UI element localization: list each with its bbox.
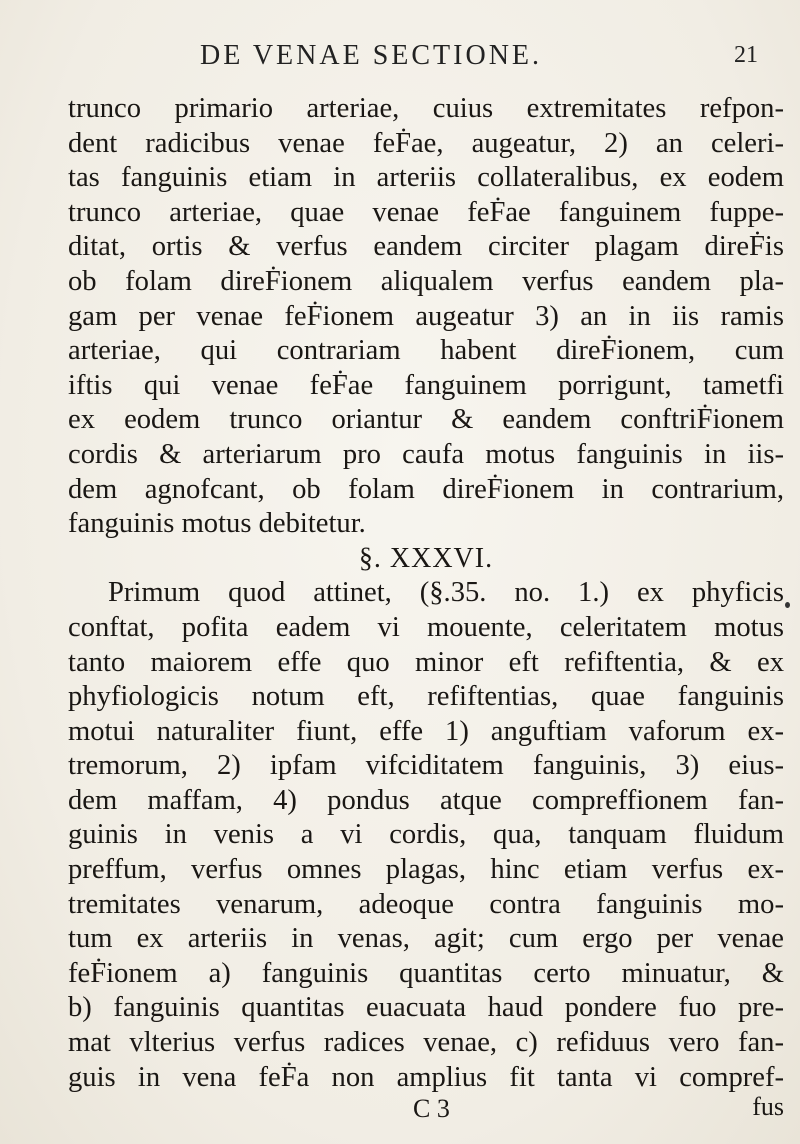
text-line-content: feḞionem a) fanguinis quantitas certo minuatur, & <box>68 957 784 989</box>
text-line-content: dem maffam, 4) pondus atque compreffionem fan- <box>68 784 784 816</box>
text-line-content: dent radicibus venae feḞae, augeatur, 2) an celeri- <box>68 127 784 159</box>
text-line <box>68 888 784 923</box>
text-line <box>68 784 784 819</box>
running-title: DE VENAE SECTIONE. <box>200 40 543 71</box>
text-line <box>68 92 784 127</box>
catchword: fus <box>752 1092 784 1121</box>
text-line <box>68 611 784 646</box>
text-line-content: tanto maiorem effe quo minor eft refiftentia, & ex <box>68 646 784 678</box>
text-line-content: tremorum, 2) ipfam vifciditatem fanguinis, 3) eius- <box>68 750 784 782</box>
text-line-content: gam per venae feḞionem augeatur 3) an in iis ramis <box>68 300 784 332</box>
text-line <box>68 957 784 992</box>
text-line-content: motui naturaliter fiunt, effe 1) anguftiam vaforum ex- <box>68 715 784 747</box>
text-line <box>68 991 784 1026</box>
text-line-content: trunco primario arteriae, cuius extremitates refpon- <box>68 93 784 124</box>
text-line <box>68 646 784 681</box>
text-line <box>68 680 784 715</box>
text-line-content: fanguinis motus debitetur. <box>68 508 366 540</box>
text-line <box>68 853 784 888</box>
text-line-content: ditat, ortis & verfus eandem circiter plagam direḞis <box>68 231 784 263</box>
text-line <box>68 576 784 611</box>
signature-mark: C 3 <box>413 1094 450 1123</box>
text-line-content: dem agnofcant, ob folam direḞionem in contrarium, <box>68 473 784 505</box>
text-line <box>68 473 784 508</box>
text-line <box>68 749 784 784</box>
text-line <box>68 1061 784 1096</box>
text-line-content: ex eodem trunco oriantur & eandem conftriḞionem <box>68 404 784 436</box>
text-line <box>68 507 784 542</box>
text-line-content: tas fanguinis etiam in arteriis collateralibus, ex eodem <box>68 162 784 194</box>
text-line-content: mat vlterius verfus radices venae, c) refiduus vero fan- <box>68 1027 784 1059</box>
running-head <box>200 40 770 80</box>
text-line <box>68 715 784 750</box>
text-block <box>68 92 784 1095</box>
text-line-content: tremitates venarum, adeoque contra fanguinis mo- <box>68 888 784 920</box>
text-line-content: b) fanguinis quantitas euacuata haud pondere fuo pre- <box>68 992 784 1024</box>
text-line-content: preffum, verfus omnes plagas, hinc etiam verfus ex- <box>68 854 784 886</box>
text-line-content: ob folam direḞionem aliqualem verfus eandem pla- <box>68 265 784 297</box>
paragraph-1 <box>68 92 784 542</box>
text-line-content: Primum quod attinet, (§.35. no. 1.) ex phyficis <box>108 577 784 609</box>
text-line-content: tum ex arteriis in venas, agit; cum ergo per venae <box>68 923 784 955</box>
text-line <box>68 403 784 438</box>
text-line <box>68 196 784 231</box>
text-line <box>68 334 784 369</box>
text-line <box>68 1026 784 1061</box>
text-line <box>68 161 784 196</box>
text-line-content: trunco arteriae, quae venae feḞae fanguinem fuppe- <box>68 196 784 228</box>
text-line-content: iftis qui venae feḞae fanguinem porrigunt, tametfi <box>68 369 784 401</box>
text-line-content: conftat, pofita eadem vi mouente, celeritatem motus <box>68 611 784 643</box>
text-line-content: guinis in venis a vi cordis, qua, tanquam fluidum <box>68 819 784 851</box>
text-line-content: guis in vena feḞa non amplius fit tanta vi compref- <box>68 1061 784 1093</box>
page-number: 21 <box>734 42 758 68</box>
text-line-content: cordis & arteriarum pro caufa motus fanguinis in iis- <box>68 438 784 470</box>
text-line <box>68 922 784 957</box>
text-line <box>68 230 784 265</box>
text-line <box>68 300 784 335</box>
paragraph-2 <box>68 576 784 1095</box>
text-line <box>68 369 784 404</box>
text-line <box>68 265 784 300</box>
text-line-content: phyfiologicis notum eft, refiftentias, quae fanguinis <box>68 681 784 713</box>
text-line <box>68 818 784 853</box>
ink-speck <box>785 602 790 608</box>
text-line-content: arteriae, qui contrariam habent direḞionem, cum <box>68 335 784 367</box>
section-heading: §. XXXVI. <box>358 542 494 574</box>
section-heading-line <box>68 542 784 577</box>
text-line <box>68 438 784 473</box>
text-line <box>68 127 784 162</box>
